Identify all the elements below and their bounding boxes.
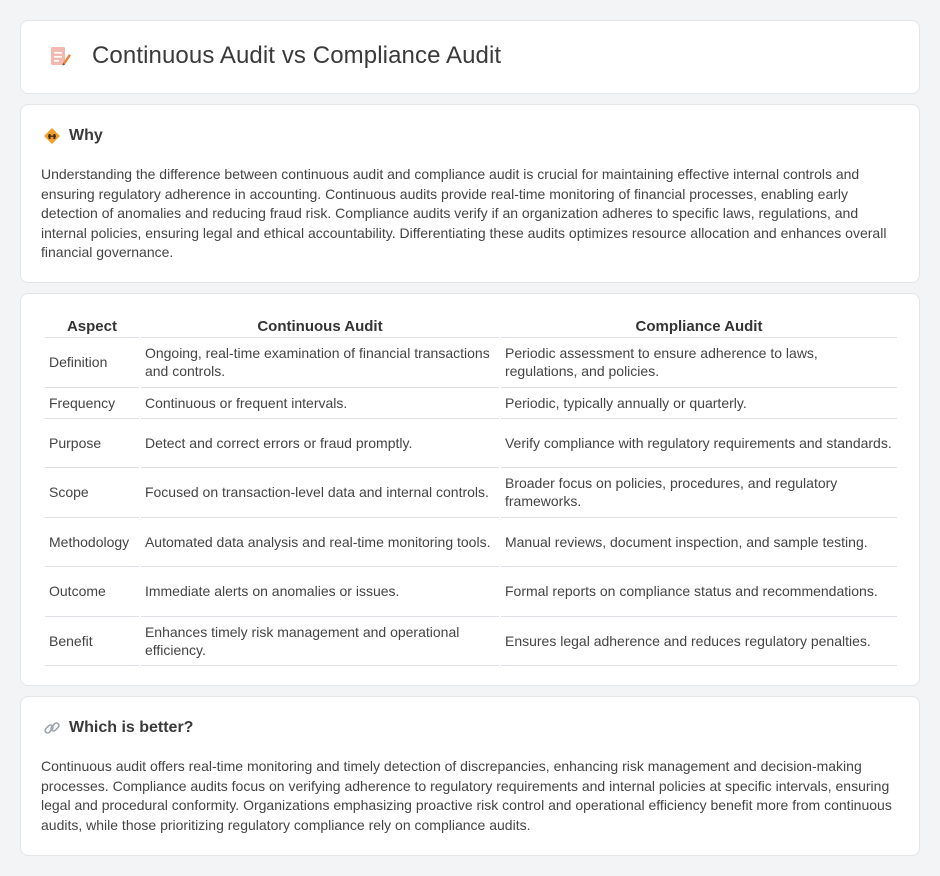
compliance-cell: Ensures legal adherence and reduces regulatory penalties.: [501, 617, 897, 667]
continuous-cell: Focused on transaction-level data and internal controls.: [141, 468, 499, 518]
table-row: [45, 419, 897, 469]
title-card: [20, 20, 920, 94]
table-row: [45, 518, 897, 568]
header-compliance-audit: Compliance Audit: [501, 316, 897, 338]
continuous-cell: Continuous or frequent intervals.: [141, 388, 499, 419]
continuous-cell: Ongoing, real-time examination of financial transactions and controls.: [141, 338, 499, 388]
continuous-cell: Immediate alerts on anomalies or issues.: [141, 567, 499, 617]
which-better-section: [20, 696, 920, 856]
why-header: [43, 127, 103, 145]
better-paragraph: Continuous audit offers real-time monitoring and timely detection of discrepancies, enhancing risk management and decision-making processes. Compliance audits focus on verifying adherence to regulatory requirements and internal policies at specific intervals, ensuring legal and procedural conformity. Organizations emphasizing proactive risk control and operational efficiency benefit more from continuous audits, while those prioritizing regulatory compliance rely on compliance audits.: [41, 758, 892, 833]
document-pencil-icon: [48, 43, 72, 69]
comparison-section: [20, 293, 920, 686]
page-title: Continuous Audit vs Compliance Audit: [92, 42, 502, 69]
link-icon: [43, 719, 61, 737]
table-row: [45, 468, 897, 518]
why-heading: Why: [69, 127, 103, 144]
compliance-cell: Formal reports on compliance status and recommendations.: [501, 567, 897, 617]
aspect-cell: Scope: [45, 468, 139, 518]
why-section: [20, 104, 920, 283]
table-header-row: [45, 316, 897, 338]
continuous-cell: Detect and correct errors or fraud promptly.: [141, 419, 499, 469]
header-continuous-audit: Continuous Audit: [141, 316, 499, 338]
why-paragraph: Understanding the difference between continuous audit and compliance audit is crucial for maintaining effective internal controls and ensuring regulatory adherence in accounting. Continuous audits provide real-time monitoring of financial processes, enabling early detection of anomalies and reducing fraud risk. Compliance audits verify if an organization adheres to specific laws, regulations, and internal policies, ensuring legal and ethical accountability. Differentiating these audits optimizes resource allocation and enhances overall financial governance.: [41, 166, 887, 260]
compliance-cell: Periodic, typically annually or quarterly.: [501, 388, 897, 419]
compliance-cell: Verify compliance with regulatory requirements and standards.: [501, 419, 897, 469]
compliance-cell: Manual reviews, document inspection, and sample testing.: [501, 518, 897, 568]
continuous-cell: Automated data analysis and real-time monitoring tools.: [141, 518, 499, 568]
header-aspect: Aspect: [45, 316, 139, 338]
aspect-cell: Benefit: [45, 617, 139, 667]
compliance-cell: Periodic assessment to ensure adherence to laws, regulations, and policies.: [501, 338, 897, 388]
aspect-cell: Outcome: [45, 567, 139, 617]
table-row: [45, 338, 897, 388]
table-row: [45, 567, 897, 617]
table-row: [45, 617, 897, 667]
continuous-cell: Enhances timely risk management and operational efficiency.: [141, 617, 499, 667]
aspect-cell: Methodology: [45, 518, 139, 568]
compliance-cell: Broader focus on policies, procedures, and regulatory frameworks.: [501, 468, 897, 518]
better-heading: Which is better?: [69, 719, 194, 736]
table-row: [45, 388, 897, 419]
better-header: [43, 719, 193, 737]
aspect-cell: Frequency: [45, 388, 139, 419]
diamond-warning-icon: [43, 127, 61, 145]
aspect-cell: Definition: [45, 338, 139, 388]
title-row: [48, 42, 501, 70]
aspect-cell: Purpose: [45, 419, 139, 469]
comparison-table: [43, 316, 899, 666]
